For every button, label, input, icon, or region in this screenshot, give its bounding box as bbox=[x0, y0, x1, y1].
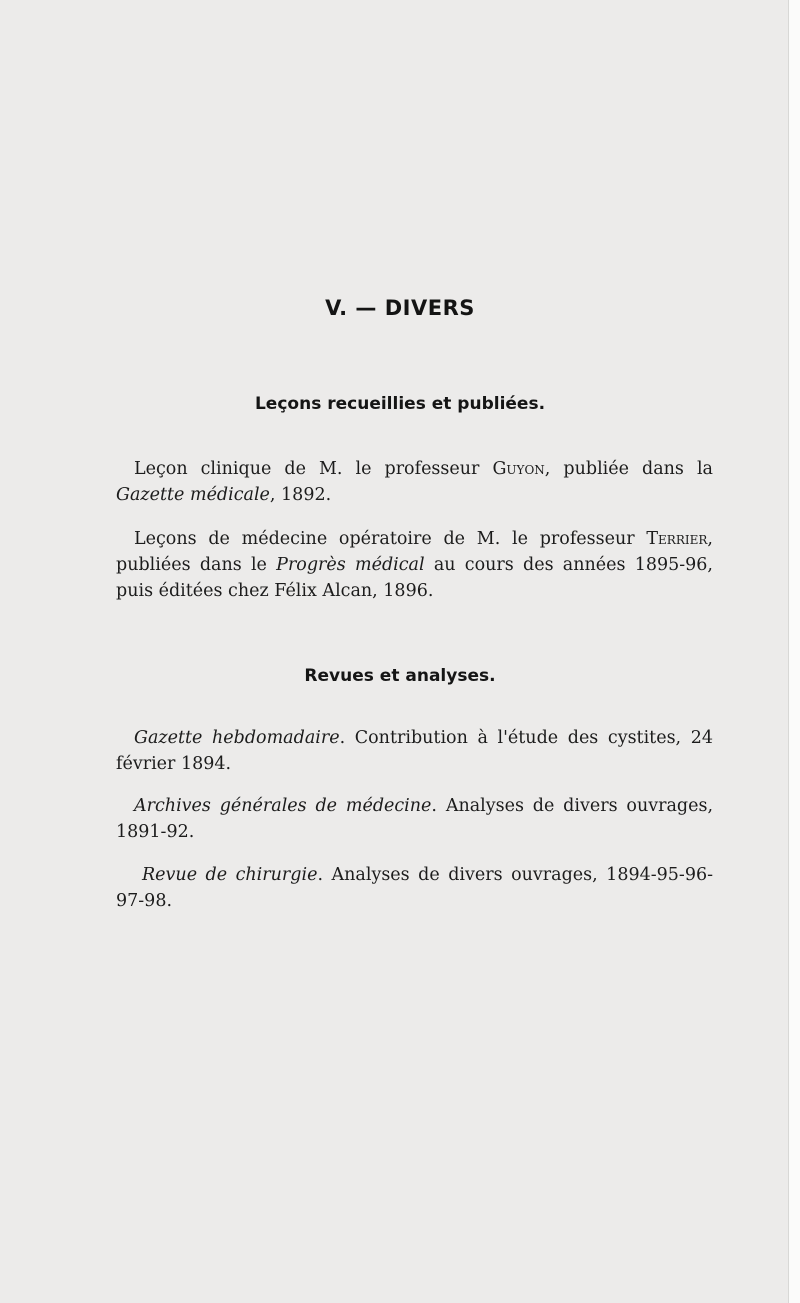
subheading-revues: Revues et analyses. bbox=[304, 666, 496, 686]
lecon2-pre: Leçons de médecine opératoire de M. le professeur bbox=[134, 529, 647, 549]
paragraph-revue-chirurgie bbox=[116, 862, 713, 914]
paragraph-revue-archives bbox=[116, 793, 713, 845]
lecon2-journal: Progrès médical bbox=[276, 555, 425, 575]
subheading-lecons: Leçons recueillies et publiées. bbox=[254, 394, 546, 414]
revue3-journal: Revue de chirurgie bbox=[142, 865, 318, 885]
paragraph-lecon-terrier bbox=[116, 526, 713, 604]
lecon1-post: , 1892. bbox=[269, 485, 332, 505]
revue1-journal: Gazette hebdomadaire bbox=[134, 728, 340, 748]
lecon1-name: Guyon bbox=[492, 459, 545, 479]
lecon2-post: au cours des années 1895-96, puis éditées chez Félix Alcan, 1896. bbox=[116, 555, 713, 601]
revue3-post: . Analyses de divers ouvrages, 1894-95-96-97-98. bbox=[116, 865, 713, 911]
lecon1-mid: , publiée dans la bbox=[544, 459, 713, 479]
paragraph-revue-gazette bbox=[116, 725, 713, 777]
section-title: V. — DIVERS bbox=[325, 296, 475, 320]
revue2-journal: Archives générales de médecine bbox=[134, 796, 432, 816]
revue1-post: . Contribution à l'étude des cystites, 24 février 1894. bbox=[116, 728, 713, 774]
revue2-post: . Analyses de divers ouvrages, 1891-92. bbox=[116, 796, 714, 842]
lecon2-mid: , publiées dans le bbox=[116, 529, 713, 575]
lecon2-name: Terrier bbox=[646, 529, 708, 549]
paragraph-lecon-guyon bbox=[116, 456, 713, 508]
lecon1-pre: Leçon clinique de M. le professeur bbox=[134, 459, 493, 479]
lecon1-journal: Gazette médicale bbox=[116, 485, 270, 505]
